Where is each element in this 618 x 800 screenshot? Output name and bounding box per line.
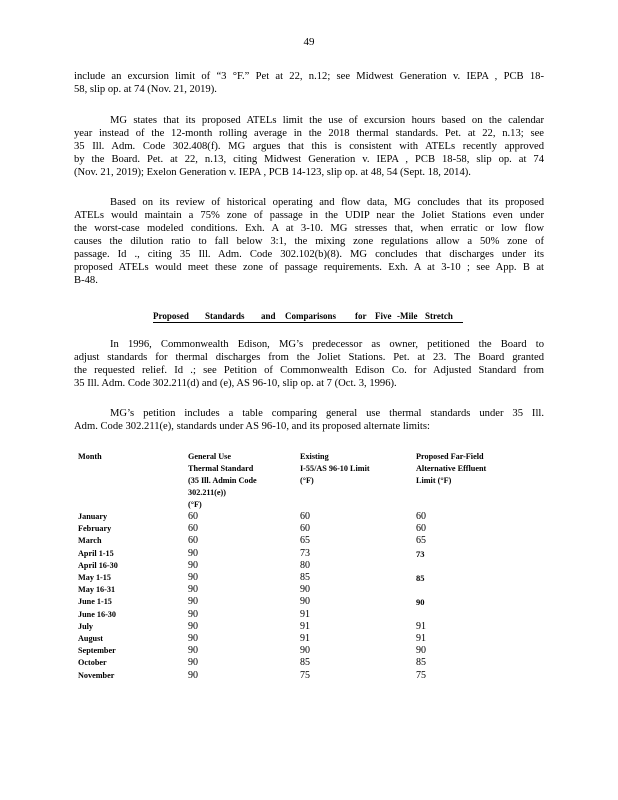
cell-existing: 85 bbox=[300, 572, 310, 584]
text-line: (Nov. 21, 2019); Exelon Generation v. IEPA , PCB 14-123, slip op. at 48, 54 (Sept. 18, 2014). bbox=[74, 167, 471, 178]
table-row bbox=[78, 621, 536, 633]
text-line: causes the dilution ratio to fall below 3:1, the mixing zone regulations allow a 50% zone of bbox=[74, 236, 544, 247]
header-text: Existing bbox=[300, 452, 329, 461]
cell-month: May 1-15 bbox=[78, 573, 111, 583]
cell-month: November bbox=[78, 670, 115, 680]
header-text: General Use bbox=[188, 452, 231, 461]
table-row bbox=[78, 633, 536, 645]
text-line: year instead of the 12-month rolling average in the 2018 thermal standards. Pet. at 22, n.13; see bbox=[74, 128, 544, 139]
heading-word: -Mile bbox=[397, 311, 418, 321]
cell-proposed: 75 bbox=[416, 669, 426, 681]
heading-word: Stretch bbox=[425, 311, 453, 321]
cell-month: January bbox=[78, 512, 108, 521]
text-line: passage. Id ., citing 35 Ill. Adm. Code 302.102(b)(8). MG concludes that discharges under its bbox=[74, 249, 544, 260]
heading-word: Standards bbox=[205, 311, 245, 321]
thermal-limits-table bbox=[78, 451, 536, 682]
cell-general: 90 bbox=[188, 669, 198, 681]
table-row bbox=[78, 560, 536, 572]
table-row bbox=[78, 584, 536, 596]
cell-month: April 16-30 bbox=[78, 560, 118, 570]
text-line: the requested relief. Id .; see Petition of Commonwealth Edison Co. for Adjusted Standard from bbox=[74, 365, 544, 376]
table-row bbox=[78, 609, 536, 621]
cell-proposed: 73 bbox=[416, 548, 425, 559]
cell-proposed: 65 bbox=[416, 535, 426, 547]
text-line: Based on its review of historical operating and flow data, MG concludes that its proposed bbox=[110, 197, 544, 208]
cell-proposed bbox=[416, 560, 536, 572]
text-line: ATELs would maintain a 75% zone of passage in the UDIP near the Joliet Stations even under bbox=[74, 210, 544, 221]
header-text: 302.211(e)) bbox=[188, 488, 226, 497]
cell-general: 90 bbox=[188, 596, 198, 608]
cell-existing: 90 bbox=[300, 645, 310, 657]
cell-proposed: 60 bbox=[416, 511, 426, 522]
text-line: MG states that its proposed ATELs limit the use of excursion hours based on the calendar bbox=[110, 115, 544, 126]
text-line: 35 Ill. Adm. Code 302.408(f). MG argues that this is consistent with ATELs recently approved bbox=[74, 141, 544, 152]
header-text: (°F) bbox=[300, 476, 314, 485]
cell-existing: 85 bbox=[300, 657, 310, 669]
header-text: Alternative Effluent bbox=[416, 464, 487, 473]
table-header-row bbox=[78, 451, 536, 511]
text-line: 35 Ill. Adm. Code 302.211(d) and (e), AS 96-10, slip op. at 7 (Oct. 3, 1996). bbox=[74, 378, 397, 389]
cell-general: 60 bbox=[188, 523, 198, 535]
cell-month: September bbox=[78, 646, 116, 656]
cell-existing: 90 bbox=[300, 596, 310, 608]
paragraph-1996-petition bbox=[74, 338, 544, 390]
text-line: the worst-case modeled conditions. Exh. A at 3-10. MG stresses that, when erratic or low flow bbox=[74, 223, 544, 234]
heading-word: for bbox=[355, 311, 367, 321]
header-text: Thermal Standard bbox=[188, 464, 254, 473]
cell-proposed bbox=[416, 609, 536, 621]
paragraph-excursion-hours bbox=[74, 114, 544, 179]
cell-month: June 16-30 bbox=[78, 609, 116, 619]
cell-general: 90 bbox=[188, 559, 198, 571]
cell-month: April 1-15 bbox=[78, 548, 114, 558]
cell-existing: 91 bbox=[300, 620, 310, 632]
text-line: MG’s petition includes a table comparing general use thermal standards under 35 Ill. bbox=[110, 408, 544, 419]
table-row bbox=[78, 511, 536, 523]
cell-general: 90 bbox=[188, 584, 198, 596]
heading-word: Five bbox=[375, 311, 392, 321]
paragraph-excursion-limit bbox=[74, 70, 544, 96]
cell-general: 90 bbox=[188, 608, 198, 620]
text-line: proposed ATELs would meet these zone of passage requirements. Exh. A at 3-10 ; see App. B at bbox=[74, 262, 544, 273]
text-line: by the Board. Pet. at 22, n.13, citing Midwest Generation v. IEPA , PCB 18-58, slip op. at 74 bbox=[74, 154, 544, 165]
cell-general: 90 bbox=[188, 620, 198, 632]
cell-proposed: 60 bbox=[416, 523, 426, 535]
cell-existing: 90 bbox=[300, 584, 310, 596]
cell-month: February bbox=[78, 524, 112, 534]
cell-general: 90 bbox=[188, 645, 198, 657]
cell-proposed: 85 bbox=[416, 657, 426, 669]
cell-month: October bbox=[78, 658, 107, 668]
header-text: (°F) bbox=[188, 500, 202, 509]
cell-month: June 1-15 bbox=[78, 597, 112, 607]
cell-proposed: 91 bbox=[416, 633, 426, 645]
header-existing bbox=[300, 451, 416, 511]
cell-existing: 60 bbox=[300, 523, 310, 535]
table-row bbox=[78, 657, 536, 669]
cell-existing: 75 bbox=[300, 669, 310, 681]
table-row bbox=[78, 548, 536, 560]
text-line: B-48. bbox=[74, 275, 98, 286]
cell-proposed: 90 bbox=[416, 597, 425, 608]
cell-existing: 91 bbox=[300, 633, 310, 645]
table-row bbox=[78, 523, 536, 535]
text-line: In 1996, Commonwealth Edison, MG’s predecessor as owner, petitioned the Board to bbox=[110, 339, 544, 350]
header-text: (35 Ill. Admin Code bbox=[188, 476, 257, 485]
cell-existing: 91 bbox=[300, 608, 310, 620]
table-row bbox=[78, 596, 536, 608]
page-number: 49 bbox=[303, 36, 315, 48]
cell-proposed: 85 bbox=[416, 573, 425, 584]
cell-proposed: 91 bbox=[416, 620, 426, 632]
paragraph-table-intro bbox=[74, 407, 544, 433]
cell-month: May 16-31 bbox=[78, 585, 116, 595]
table-row bbox=[78, 670, 536, 682]
cell-general: 60 bbox=[188, 535, 198, 547]
header-proposed bbox=[416, 451, 536, 511]
heading-word: Comparisons bbox=[285, 311, 337, 321]
cell-general: 60 bbox=[188, 511, 198, 522]
table-row bbox=[78, 572, 536, 584]
heading-word: and bbox=[261, 311, 276, 321]
cell-existing: 73 bbox=[300, 547, 310, 559]
header-text: I-55/AS 96-10 Limit bbox=[300, 464, 370, 473]
cell-month: March bbox=[78, 536, 102, 546]
header-text: Proposed Far-Field bbox=[416, 452, 484, 461]
text-line: Adm. Code 302.211(e), standards under AS 96-10, and its proposed alternate limits: bbox=[74, 421, 430, 432]
header-general-use bbox=[188, 451, 300, 511]
cell-existing: 60 bbox=[300, 511, 310, 522]
cell-general: 90 bbox=[188, 572, 198, 584]
cell-existing: 65 bbox=[300, 535, 310, 547]
text-line: 58, slip op. at 74 (Nov. 21, 2019). bbox=[74, 84, 217, 95]
table-row bbox=[78, 645, 536, 657]
cell-existing: 80 bbox=[300, 559, 310, 571]
paragraph-zone-of-passage bbox=[74, 196, 544, 287]
text-line: include an excursion limit of “3 °F.” Pet at 22, n.12; see Midwest Generation v. IEPA , PCB 18- bbox=[74, 71, 544, 82]
heading-word: Proposed bbox=[153, 311, 189, 321]
text-line: adjust standards for thermal discharges from the Joliet Stations. Pet. at 23. The Board granted bbox=[74, 352, 544, 363]
cell-general: 90 bbox=[188, 633, 198, 645]
cell-month: August bbox=[78, 634, 104, 644]
cell-month: July bbox=[78, 621, 94, 631]
header-text: Month bbox=[78, 452, 102, 461]
cell-general: 90 bbox=[188, 657, 198, 669]
cell-proposed bbox=[416, 584, 536, 596]
cell-proposed: 90 bbox=[416, 645, 426, 657]
table-row bbox=[78, 535, 536, 547]
cell-general: 90 bbox=[188, 547, 198, 559]
header-text: Limit (°F) bbox=[416, 476, 452, 485]
section-heading bbox=[153, 311, 463, 323]
header-month bbox=[78, 451, 188, 511]
